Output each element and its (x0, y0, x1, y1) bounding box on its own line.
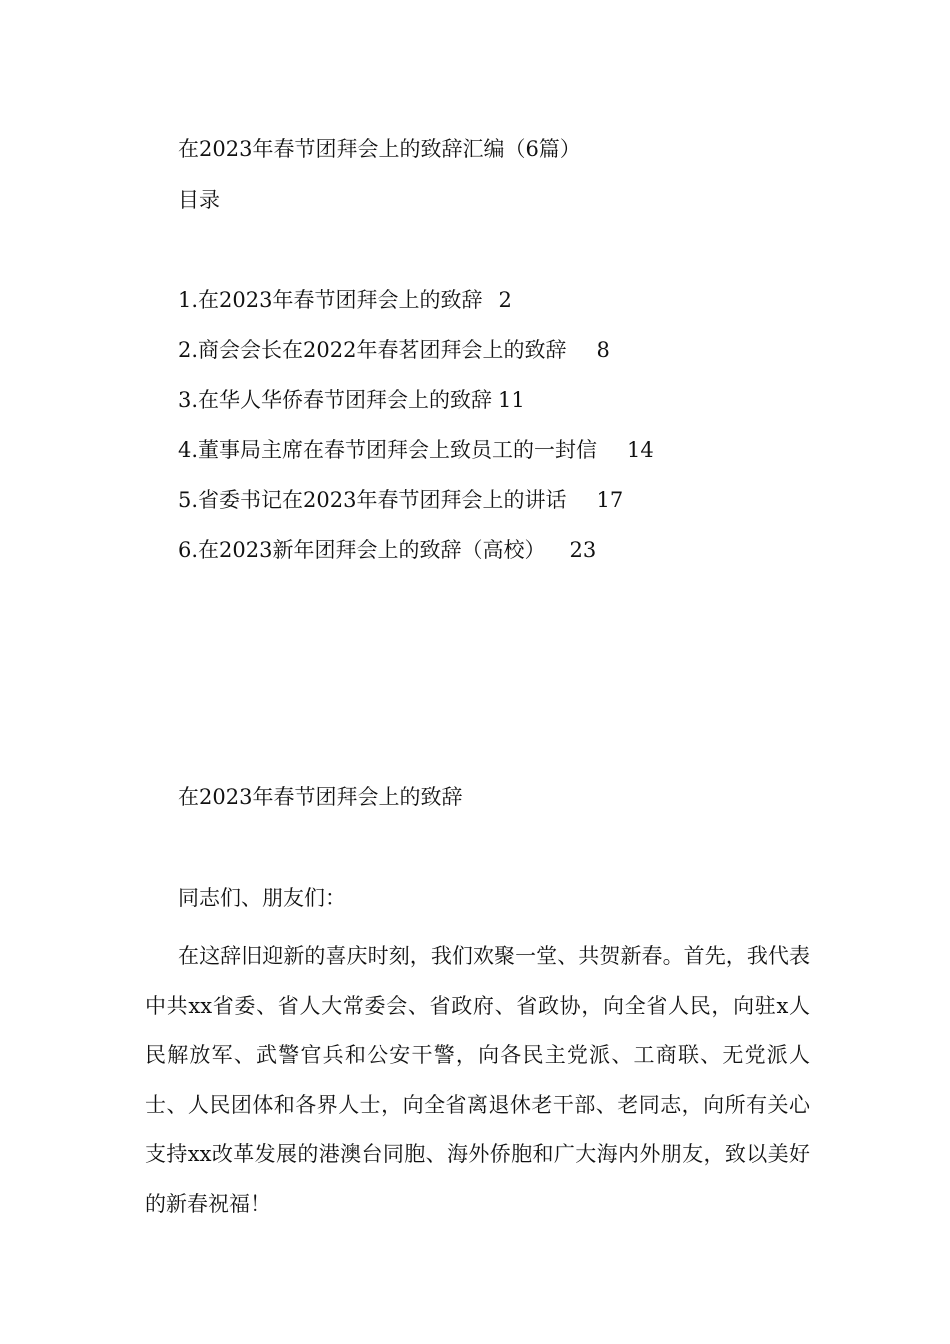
toc-entry-label: 6.在2023新年团拜会上的致辞（高校） (178, 538, 546, 562)
toc-entry[interactable] (178, 486, 623, 514)
toc-entry-label: 1.在2023年春节团拜会上的致辞 (178, 288, 483, 312)
toc-entry-page: 2 (498, 288, 512, 312)
toc-entry-label: 5.省委书记在2023年春节团拜会上的讲话 (178, 488, 567, 512)
toc-entry-page: 17 (596, 488, 624, 512)
salutation: 同志们、朋友们： (178, 886, 346, 910)
toc-entry-page: 8 (596, 338, 610, 362)
section-title: 在2023年春节团拜会上的致辞 (178, 785, 463, 809)
toc-entry[interactable] (178, 286, 512, 314)
toc-entry[interactable] (178, 536, 596, 564)
toc-entry-label: 2.商会会长在2022年春茗团拜会上的致辞 (178, 338, 567, 362)
toc-entry[interactable] (178, 436, 654, 464)
toc-entry-label: 3.在华人华侨春节团拜会上的致辞 (178, 388, 493, 412)
toc-entry-page: 11 (498, 388, 525, 412)
toc-entry-page: 23 (569, 538, 597, 562)
toc-entry-label: 4.董事局主席在春节团拜会上致员工的一封信 (178, 438, 598, 462)
document-title: 在2023年春节团拜会上的致辞汇编（6篇） (178, 137, 581, 161)
toc-entry-page: 14 (627, 438, 654, 462)
toc-entry[interactable] (178, 386, 525, 414)
body-paragraph: 在这辞旧迎新的喜庆时刻，我们欢聚一堂、共贺新春。首先，我代表中共xx省委、省人大常委会、省政府、省政协，向全省人民，向驻x人民解放军、武警官兵和公安干警，向各民主党派、工商联、无党派人士、人民团体和各界人士，向全省离退休老干部、老同志，向所有关心支持xx改革发展的港澳台同胞、海外侨胞和广大海内外朋友，致以美好的新春祝福！ (145, 944, 810, 1216)
toc-heading: 目录 (178, 188, 220, 212)
toc-entry[interactable] (178, 336, 610, 364)
